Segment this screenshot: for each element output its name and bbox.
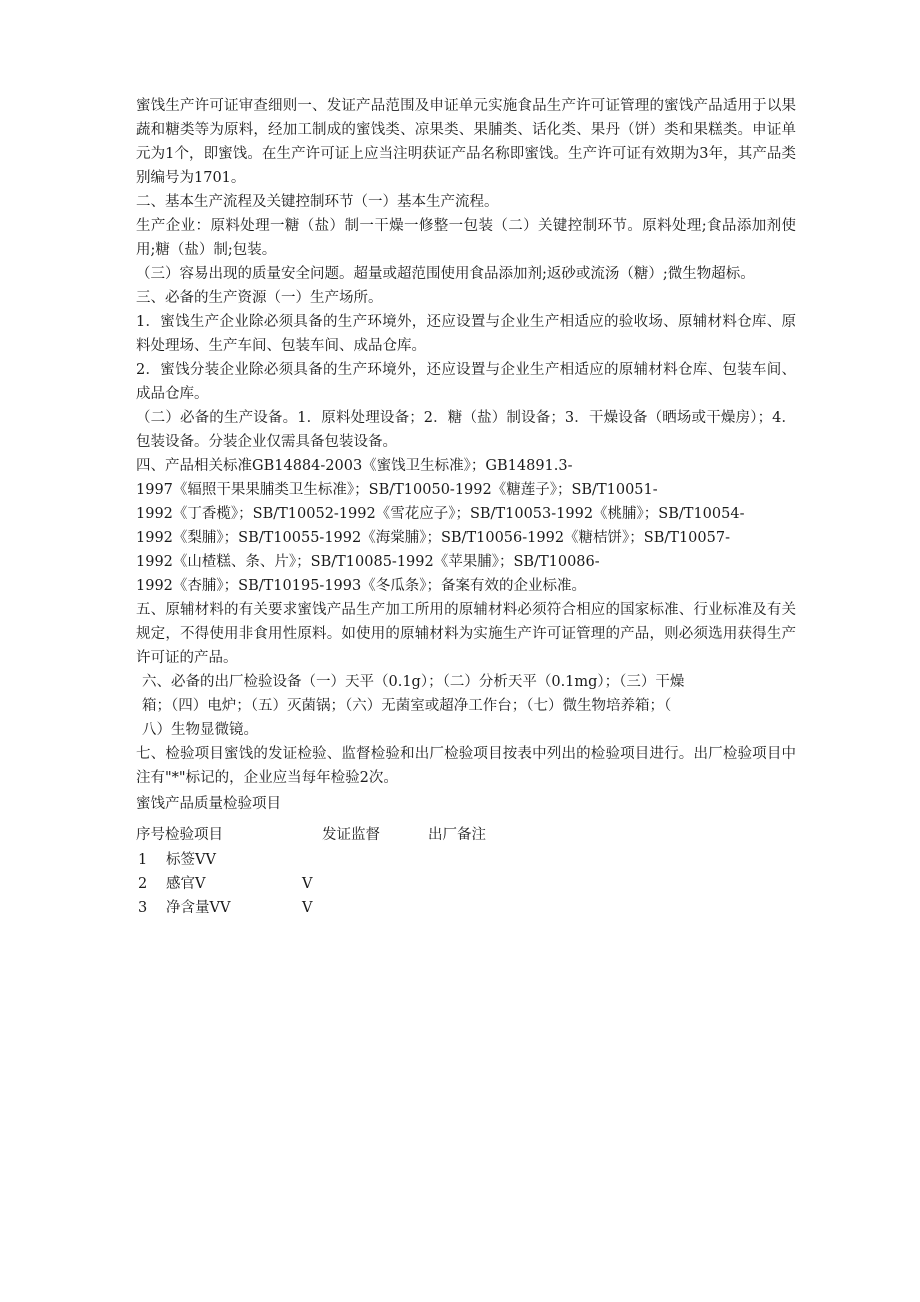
standards-line: 1992《山楂糕、条、片》；SB/T10085-1992《苹果脯》；SB/T10086- [136,554,600,570]
standards-line: 四、产品相关标准GB14884-2003《蜜饯卫生标准》；GB14891.3- [136,458,573,474]
table-row [136,848,796,872]
row-mark: V [302,900,313,916]
section-3-item-1: 1．蜜饯生产企业除必须具备的生产环境外，还应设置与企业生产相适应的验收场、原辅材料仓库、原料处理场、生产车间、包装车间、成品仓库。 [136,314,796,354]
section-4-standards [136,454,796,598]
section-6-inspection-equipment [136,670,796,742]
section-3-equipment: （二）必备的生产设备。1．原料处理设备；2．糖（盐）制设备；3．干燥设备（晒场或干燥房）；4．包装设备。分装企业仅需具备包装设备。 [136,410,796,450]
table-row [136,896,796,920]
header-cert-supervise: 发证监督 [322,827,380,843]
standards-line: 1992《杏脯》；SB/T10195-1993《冬瓜条》；备案有效的企业标准。 [136,578,586,594]
inspection-table [136,822,796,920]
header-seq-item: 序号检验项目 [136,827,223,843]
row-item: 净含量VV [166,900,231,916]
row-item: 标签VV [166,852,216,868]
section-5-materials: 五、原辅材料的有关要求蜜饯产品生产加工所用的原辅材料必须符合相应的国家标准、行业标准及有关规定，不得使用非食用性原料。如使用的原辅材料为实施生产许可证管理的产品，则必须选用获得生产许可证的产品。 [136,602,796,666]
row-number: 1 [138,852,148,868]
row-number: 2 [138,876,148,892]
section-3-item-2: 2．蜜饯分装企业除必须具备的生产环境外，还应设置与企业生产相适应的原辅材料仓库、包装车间、成品仓库。 [136,362,796,402]
section-7-inspection-items: 七、检验项目蜜饯的发证检验、监督检验和出厂检验项目按表中列出的检验项目进行。出厂检验项目中注有"*"标记的，企业应当每年检验2次。 [136,746,796,786]
row-number: 3 [138,900,148,916]
intro-paragraph: 蜜饯生产许可证审查细则一、发证产品范围及申证单元实施食品生产许可证管理的蜜饯产品适用于以果蔬和糖类等为原料，经加工制成的蜜饯类、凉果类、果脯类、话化类、果丹（饼）类和果糕类。申证单元为1个，即蜜饯。在生产许可证上应当注明获证产品名称即蜜饯。生产许可证有效期为3年，其产品类别编号为1701。 [136,98,796,186]
equipment-line: 箱；（四）电炉；（五）灭菌锅；（六）无菌室或超净工作台；（七）微生物培养箱；（ [142,698,672,714]
section-2-process: 生产企业：原料处理一糖（盐）制一干燥一修整一包装（二）关键控制环节。原料处理;食品添加剂使用;糖（盐）制;包装。 [136,218,796,258]
document-body [136,94,796,920]
row-mark: V [302,876,313,892]
standards-line: 1997《辐照干果果脯类卫生标准》；SB/T10050-1992《糖莲子》；SB/T10051- [136,482,658,498]
section-2-heading: 二、基本生产流程及关键控制环节（一）基本生产流程。 [136,194,499,210]
row-item: 感官V [166,876,206,892]
header-factory-note: 出厂备注 [428,827,486,843]
table-header [136,822,796,848]
table-row [136,872,796,896]
section-3-heading: 三、必备的生产资源（一）生产场所。 [136,290,383,306]
section-2-quality-issues: （三）容易出现的质量安全问题。超量或超范围使用食品添加剂;返砂或流汤（糖）;微生物超标。 [136,266,755,282]
table-title: 蜜饯产品质量检验项目 [136,796,281,812]
standards-line: 1992《梨脯》；SB/T10055-1992《海棠脯》；SB/T10056-1992《糖桔饼》；SB/T10057- [136,530,730,546]
equipment-line: 八）生物显微镜。 [142,722,258,738]
standards-line: 1992《丁香榄》；SB/T10052-1992《雪花应子》；SB/T10053-1992《桃脯》；SB/T10054- [136,506,745,522]
equipment-line: 六、必备的出厂检验设备（一）天平（0.1g）；（二）分析天平（0.1mg）；（三）干燥 [142,674,685,690]
